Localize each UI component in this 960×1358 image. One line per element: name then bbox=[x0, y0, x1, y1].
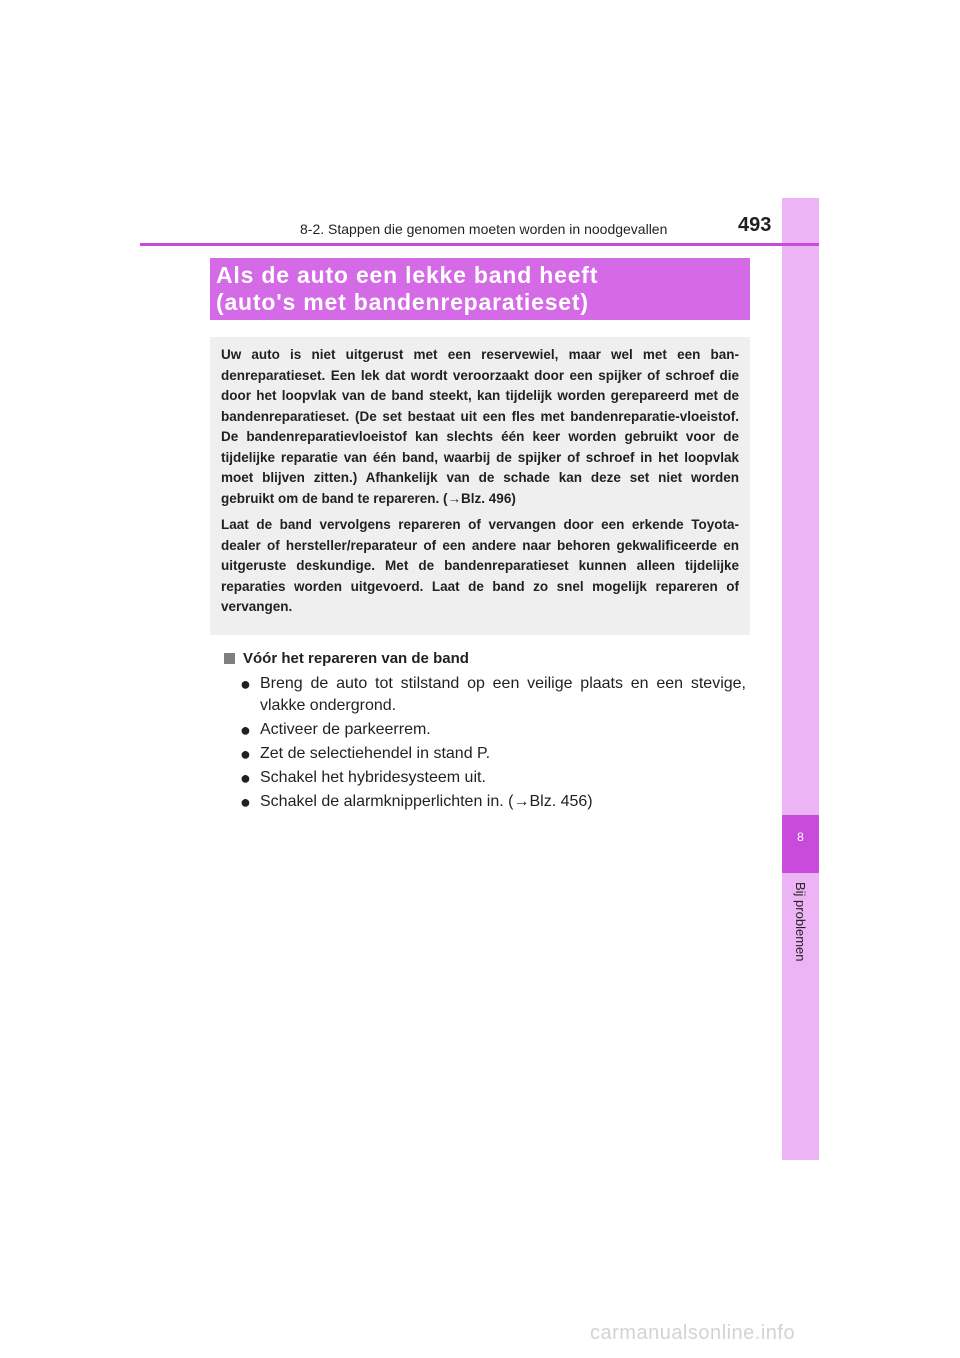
bullet-circle-icon: ● bbox=[240, 744, 251, 764]
list-item-text: Schakel de alarmknipperlichten in. (→Blz. 456) bbox=[260, 793, 593, 810]
bullet-circle-icon: ● bbox=[240, 720, 251, 740]
list-item bbox=[240, 791, 746, 813]
procedure-list bbox=[240, 673, 746, 815]
list-item bbox=[240, 719, 746, 741]
list-item-text: Activeer de parkeerrem. bbox=[260, 721, 431, 738]
procedure-heading-text: Vóór het repareren van de band bbox=[243, 650, 469, 667]
header-rule bbox=[140, 243, 819, 246]
intro-paragraph: Uw auto is niet uitgerust met een reservewiel, maar wel met een ban-denreparatieset. Een lek dat wordt veroorzaakt door een spijker of schroef die door het loopvlak van de band steekt, kan tijdelijk worden gerepareerd met de bandenreparatieset. (De set bestaat uit een fles met bandenreparatie-vloeistof. De bandenreparatievloeistof kan slechts één keer worden gebruikt voor de tijdelijke reparatie van één band, waarbij de spijker of schroef in het loopvlak moet blijven zitten.) Afhankelijk van de schade kan deze set niet worden gebruikt om de band te repareren. (→Blz. 496) bbox=[221, 347, 739, 506]
procedure-heading bbox=[224, 650, 469, 667]
chapter-marker bbox=[782, 815, 819, 873]
chapter-side-tab bbox=[782, 198, 819, 1160]
section-title-line2: (auto's met bandenreparatieset) bbox=[216, 289, 589, 315]
bullet-circle-icon: ● bbox=[240, 674, 251, 694]
section-title-line1: Als de auto een lekke band heeft bbox=[216, 262, 599, 288]
section-title-banner bbox=[210, 258, 750, 320]
chapter-label: Bij problemen bbox=[793, 882, 808, 962]
list-item-text: Breng de auto tot stilstand op een veilige plaats en een stevige, vlakke ondergrond. bbox=[260, 675, 746, 714]
intro-paragraph: Laat de band vervolgens repareren of vervangen door een erkende Toyota-dealer of hersteller/reparateur of een andere naar behoren gekwalificeerde en uitgeruste deskundige. Met de bandenreparatieset kunnen alleen tijdelijke reparaties worden uitgevoerd. Laat de band zo snel mogelijk repareren of vervangen. bbox=[221, 517, 739, 614]
page-number: 493 bbox=[738, 214, 772, 236]
list-item bbox=[240, 743, 746, 765]
square-bullet-icon bbox=[224, 653, 235, 664]
watermark: carmanualsonline.info bbox=[590, 1322, 796, 1344]
running-header: 8-2. Stappen die genomen moeten worden in noodgevallen bbox=[300, 221, 668, 237]
bullet-circle-icon: ● bbox=[240, 768, 251, 788]
list-item-text: Zet de selectiehendel in stand P. bbox=[260, 745, 491, 762]
intro-info-box bbox=[210, 337, 750, 635]
bullet-circle-icon: ● bbox=[240, 792, 251, 812]
list-item-text: Schakel het hybridesysteem uit. bbox=[260, 769, 486, 786]
chapter-number: 8 bbox=[797, 830, 804, 844]
list-item bbox=[240, 673, 746, 717]
list-item bbox=[240, 767, 746, 789]
